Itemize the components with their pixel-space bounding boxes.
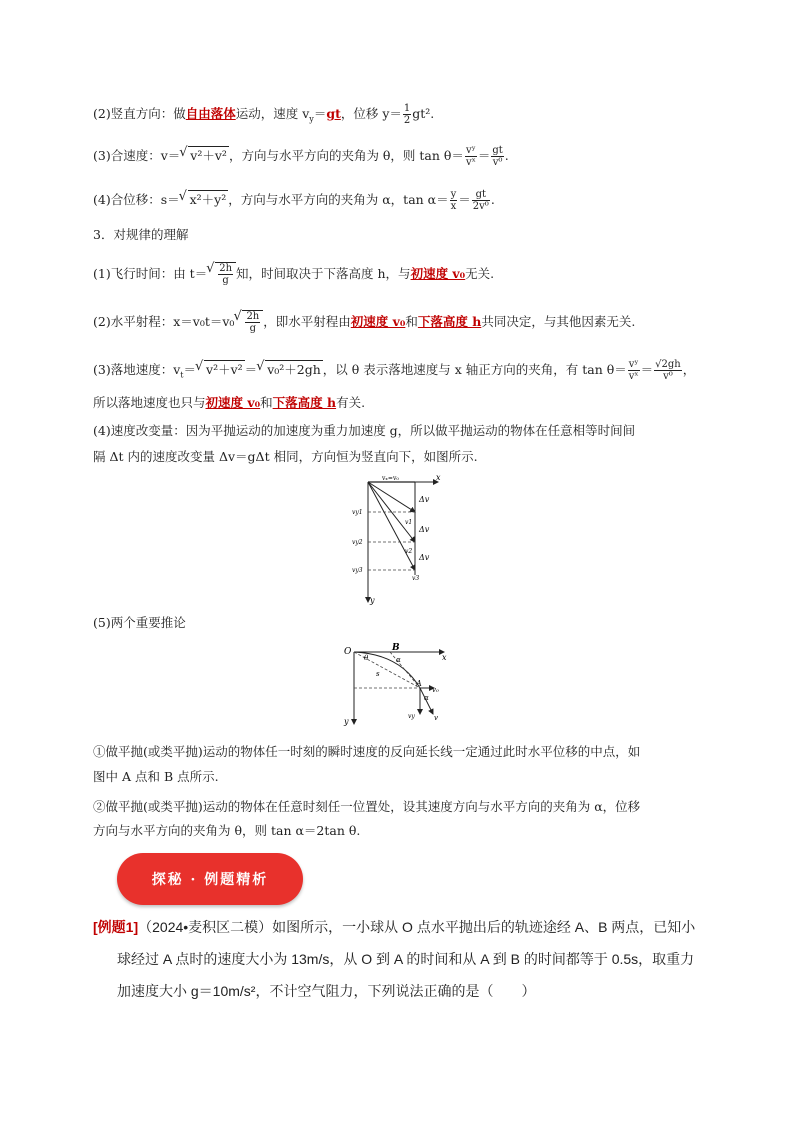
text: 和 bbox=[260, 395, 273, 410]
keyword-fall-height: 下落高度 h bbox=[272, 395, 337, 410]
fraction bbox=[465, 145, 477, 168]
text: ， bbox=[682, 362, 696, 377]
subscript: y bbox=[309, 114, 314, 124]
section-banner: 探秘 · 例题精析 bbox=[117, 853, 303, 905]
fraction bbox=[472, 189, 490, 212]
numerator: √ 2h bbox=[246, 311, 260, 322]
text: (3)落地速度：v bbox=[93, 362, 181, 377]
sqrt bbox=[242, 310, 263, 334]
text: ＝ bbox=[183, 362, 197, 377]
fraction bbox=[491, 145, 503, 168]
section-3-title: 3．对规律的理解 bbox=[93, 227, 189, 242]
keyword-fall-height: 下落高度 h bbox=[417, 314, 482, 329]
denominator: g bbox=[249, 323, 257, 334]
v-label: v2 bbox=[405, 548, 413, 555]
text: . bbox=[504, 148, 509, 163]
text: 所以落地速度也只与 bbox=[93, 395, 206, 410]
text: (2)竖直方向：做 bbox=[93, 106, 186, 121]
v-label: v3 bbox=[412, 575, 420, 582]
v3-vector bbox=[368, 482, 415, 570]
text: ，以 θ 表示落地速度与 x 轴正方向的夹角，有 tan θ＝ bbox=[322, 362, 627, 377]
x-label: x bbox=[436, 473, 441, 482]
vy-label: vy2 bbox=[352, 539, 363, 546]
text: （2024•麦积区二模）如图所示，一小球从 O 点水平抛出后的轨迹途经 A、B 两点，已知小 bbox=[138, 919, 696, 935]
inference-1-line-1: ①做平抛(或类平抛)运动的物体任一时刻的瞬时速度的反向延长线一定通过此时水平位移的中点，如 bbox=[93, 744, 641, 759]
denominator: x bbox=[450, 201, 457, 212]
text: ，方向与水平方向的夹角为 α，tan α＝ bbox=[228, 192, 449, 207]
text: ＝ bbox=[244, 362, 258, 377]
fraction bbox=[450, 189, 458, 212]
fraction bbox=[403, 103, 411, 126]
point-a-label: A bbox=[416, 679, 422, 688]
origin-label: O bbox=[344, 647, 352, 657]
combined-displacement-line bbox=[93, 189, 495, 212]
text: . bbox=[490, 192, 495, 207]
text: 有关. bbox=[336, 395, 366, 410]
text: ＝ bbox=[458, 192, 471, 207]
inference-2-line-2: 方向与水平方向的夹角为 θ，则 tan α＝2tan θ. bbox=[93, 823, 361, 838]
keyword-initial-velocity: 初速度 v₀ bbox=[205, 395, 261, 410]
radicand: √ x²＋y² bbox=[188, 190, 229, 209]
vx-label: vₓ=v₀ bbox=[382, 475, 399, 482]
vy-label: vy1 bbox=[352, 509, 363, 516]
keyword-free-fall: 自由落体 bbox=[185, 106, 236, 121]
dv-label: Δv bbox=[419, 495, 430, 504]
text: ＝ bbox=[313, 106, 327, 121]
numerator: y bbox=[450, 189, 457, 200]
denominator: g bbox=[222, 275, 229, 286]
v1-vector bbox=[368, 482, 415, 512]
example-line-1 bbox=[93, 913, 695, 941]
example-line-3: 加速度大小 g＝10m/s²，不计空气阻力，下列说法正确的是（ ） bbox=[117, 983, 536, 999]
v0-label: v₀ bbox=[432, 686, 439, 694]
numerator: 1 bbox=[403, 103, 411, 114]
sqrt bbox=[215, 262, 236, 286]
point-b-label: B bbox=[392, 643, 400, 653]
text: ＝ bbox=[477, 148, 491, 163]
text: (2)水平射程：x＝v₀t＝v₀ bbox=[93, 314, 235, 329]
inference-1-line-2: 图中 A 点和 B 点所示. bbox=[93, 769, 219, 784]
theta-label: θ bbox=[364, 654, 369, 662]
velocity-change-figure bbox=[340, 470, 460, 610]
vy-label: vy3 bbox=[352, 567, 363, 574]
text: ＝ bbox=[640, 362, 654, 377]
velocity-change-line-1: (4)速度改变量：因为平抛运动的加速度为重力加速度 g，所以做平抛运动的物体在任意相等时间间 bbox=[93, 423, 636, 438]
keyword-initial-velocity: 初速度 v₀ bbox=[410, 266, 466, 281]
y-label: y bbox=[344, 717, 349, 726]
denominator: vˣ bbox=[628, 371, 639, 382]
v-label: v1 bbox=[405, 519, 413, 526]
dv-label: Δv bbox=[419, 553, 430, 562]
text: (1)飞行时间：由 t＝ bbox=[93, 266, 208, 281]
fraction bbox=[628, 359, 640, 382]
denominator: v⁰ bbox=[492, 157, 503, 168]
example-tag: [例题1] bbox=[93, 919, 139, 935]
text: (3)合速度：v＝ bbox=[93, 148, 181, 163]
numerator: √ 2h bbox=[219, 263, 233, 274]
radicand: √ v²＋v² bbox=[188, 146, 229, 165]
denominator: 2 bbox=[403, 115, 411, 126]
vertical-direction-line bbox=[93, 103, 434, 129]
x-label: x bbox=[442, 653, 447, 662]
denominator: v⁰ bbox=[663, 371, 673, 382]
inference-figure bbox=[340, 640, 460, 730]
landing-velocity-line bbox=[93, 359, 695, 385]
range-line bbox=[93, 310, 635, 334]
text: ，即水平射程由 bbox=[263, 314, 351, 329]
flight-time-line bbox=[93, 262, 494, 286]
radicand: √ v²＋v² bbox=[204, 360, 245, 379]
y-label: y bbox=[370, 596, 375, 605]
text: 无关. bbox=[465, 266, 495, 281]
numerator: vʸ bbox=[465, 145, 476, 156]
velocity-change-line-2: 隔 Δt 内的速度改变量 Δv＝gΔt 相同，方向恒为竖直向下，如图所示. bbox=[93, 449, 478, 464]
inference-2-line-1: ②做平抛(或类平抛)运动的物体在任意时刻任一位置处，设其速度方向与水平方向的夹角为 α，位移 bbox=[93, 799, 641, 814]
denominator: vˣ bbox=[465, 157, 476, 168]
v-label: v bbox=[434, 714, 438, 722]
text: 运动，速度 v bbox=[235, 106, 310, 121]
inferences-title: (5)两个重要推论 bbox=[93, 615, 186, 630]
example-line-2: 球经过 A 点时的速度大小为 13m/s，从 O 到 A 的时间和从 A 到 B 的时间都等于 0.5s，取重力 bbox=[117, 951, 695, 967]
dv-label: Δv bbox=[419, 525, 430, 534]
combined-velocity-line bbox=[93, 145, 509, 168]
text: (4)合位移：s＝ bbox=[93, 192, 180, 207]
keyword-gt: gt bbox=[326, 106, 341, 121]
text: 共同决定，与其他因素无关. bbox=[481, 314, 636, 329]
fraction bbox=[245, 311, 260, 334]
text: 知，时间取决于下落高度 h，与 bbox=[236, 266, 411, 281]
numerator: gt bbox=[472, 189, 490, 201]
alpha-label: α bbox=[424, 694, 429, 702]
keyword-initial-velocity: 初速度 v₀ bbox=[350, 314, 406, 329]
numerator: vʸ bbox=[628, 359, 639, 370]
text: ，方向与水平方向的夹角为 θ，则 tan θ＝ bbox=[228, 148, 464, 163]
vy-label: vy bbox=[408, 713, 415, 720]
subscript: t bbox=[180, 370, 184, 380]
text: 和 bbox=[405, 314, 418, 329]
denominator: 2v⁰ bbox=[472, 201, 489, 212]
text: gt². bbox=[412, 106, 435, 121]
text: ，位移 y＝ bbox=[340, 106, 402, 121]
alpha-label: α bbox=[396, 656, 401, 664]
landing-velocity-line-2 bbox=[93, 394, 365, 412]
fraction bbox=[654, 359, 682, 382]
s-label: s bbox=[376, 670, 380, 678]
radicand: √ v₀²＋2gh bbox=[265, 360, 323, 379]
numerator: √2gh bbox=[655, 359, 681, 370]
numerator: gt bbox=[492, 145, 503, 156]
fraction bbox=[218, 263, 233, 286]
